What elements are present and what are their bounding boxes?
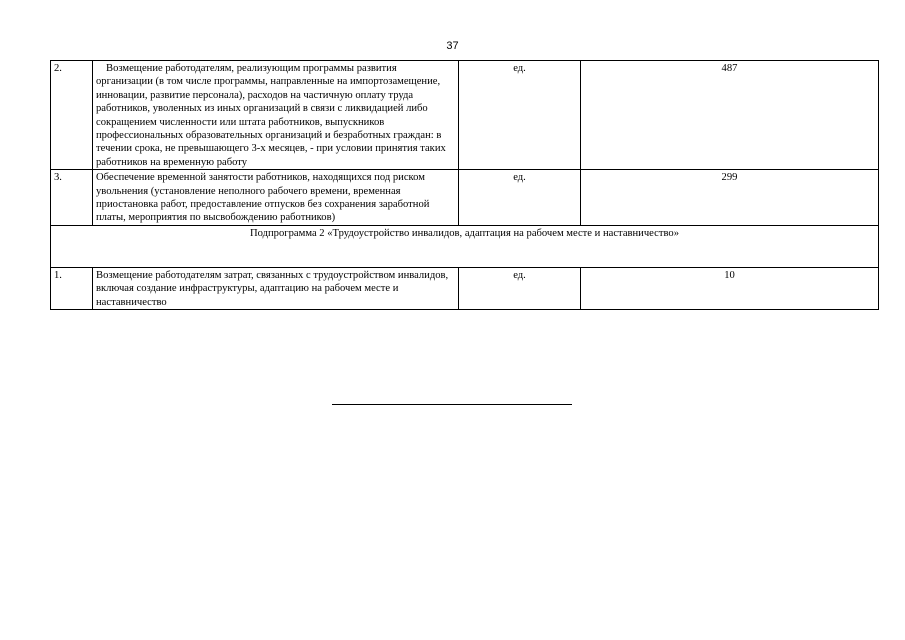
unit-cell: ед. [459,61,581,170]
unit-cell: ед. [459,170,581,226]
measure-name [93,61,459,170]
value-cell: 487 [581,61,879,170]
unit-cell: ед. [459,267,581,309]
value-cell: 10 [581,267,879,309]
subprogram-title: Подпрограмма 2 «Трудоустройство инвалидов, адаптация на рабочем месте и наставничество» [51,225,879,267]
row-number: 2. [51,61,93,170]
row-number: 3. [51,170,93,226]
table-row [51,170,879,226]
page-number: 37 [446,40,459,52]
measure-name: Возмещение работодателям затрат, связанных с трудоустройством инвалидов, включая создание инфраструктуры, адаптацию на рабочем месте и наставничество [93,267,459,309]
value-cell: 299 [581,170,879,226]
measure-name: Обеспечение временной занятости работников, находящихся под риском увольнения (установление неполного рабочего времени, временная приостановка работ, предоставление отпусков без сохранения заработной платы, мероприятия по высвобождению работников) [93,170,459,226]
row-number: 1. [51,267,93,309]
table-row [51,267,879,309]
measure-name-text: Возмещение работодателям, реализующим программы развития организации (в том числе программы, направленные на импортозамещение, инновации, развитие персонала), расходов на частичную оплату труда работников, уволенных из иных организаций в связи с ликвидацией либо сокращением численности или штата работников, выпускников профессиональных образовательных организаций и безработных граждан: в течении срока, не превышающего 3-х месяцев, - при условии принятия таких работников на временную работу [96,63,446,168]
subprogram-row [51,225,879,267]
end-divider [332,404,572,405]
table-row [51,61,879,170]
measures-table [50,60,879,310]
